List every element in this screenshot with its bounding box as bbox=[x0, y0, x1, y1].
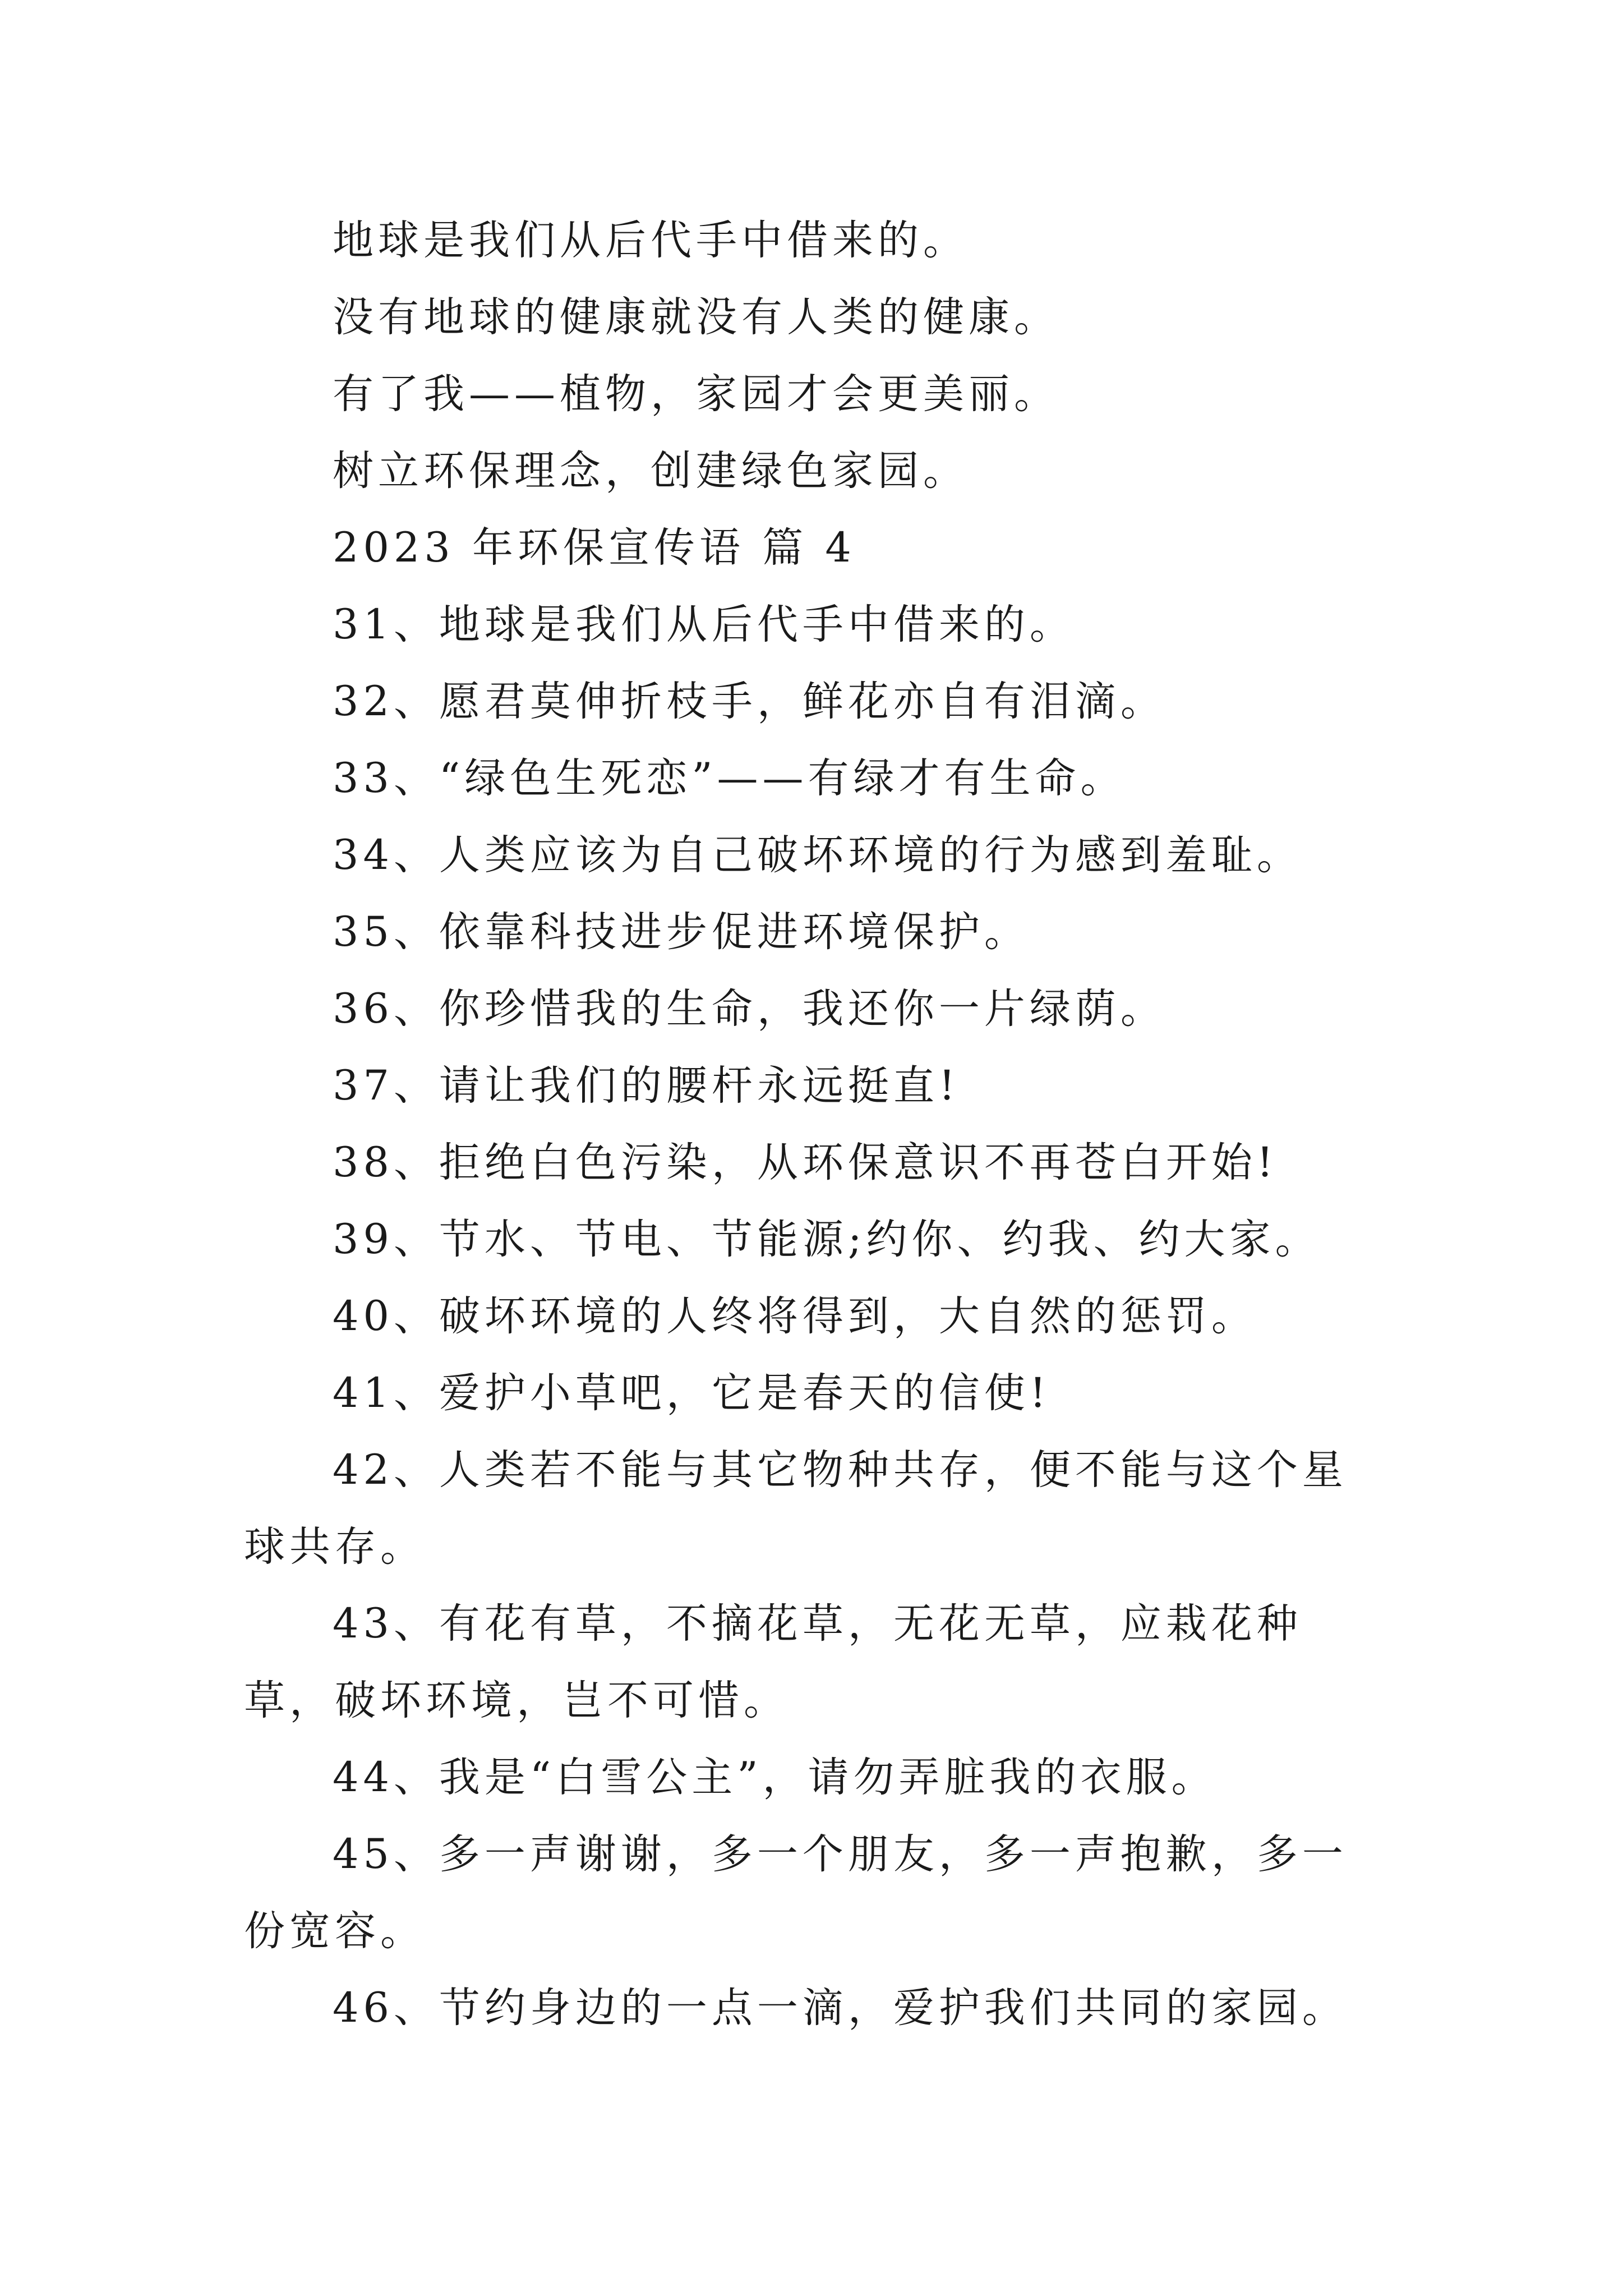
paragraph: 地球是我们从后代手中借来的。 bbox=[333, 217, 969, 264]
slogan-item: 38、拒绝白色污染，从环保意识不再苍白开始! bbox=[333, 1139, 1278, 1186]
slogan-item: 43、有花有草，不摘花草，无花无草，应栽花种草，破坏环境，岂不可惜。 bbox=[244, 1600, 1302, 1724]
slogan-item: 42、人类若不能与其它物种共存，便不能与这个星球共存。 bbox=[244, 1446, 1348, 1571]
paragraph: 有了我——植物，家园才会更美丽。 bbox=[333, 370, 1059, 418]
slogan-item: 45、多一声谢谢，多一个朋友，多一声抱歉，多一份宽容。 bbox=[244, 1830, 1348, 1955]
slogan-item: 32、愿君莫伸折枝手，鲜花亦自有泪滴。 bbox=[333, 678, 1166, 725]
slogan-item: 37、请让我们的腰杆永远挺直! bbox=[333, 1062, 960, 1110]
slogan-item: 33、“绿色生死恋”——有绿才有生命。 bbox=[333, 754, 1126, 802]
slogan-item: 40、破坏环境的人终将得到，大自然的惩罚。 bbox=[333, 1292, 1257, 1340]
slogan-item: 41、爱护小草吧，它是春天的信使! bbox=[333, 1369, 1051, 1417]
document-body bbox=[244, 202, 1382, 2046]
slogan-item: 36、你珍惜我的生命，我还你一片绿荫。 bbox=[333, 985, 1166, 1033]
slogan-item: 46、节约身边的一点一滴，爱护我们共同的家园。 bbox=[333, 1984, 1348, 2032]
section-heading: 2023 年环保宣传语 篇 4 bbox=[333, 524, 856, 572]
paragraph: 树立环保理念，创建绿色家园。 bbox=[333, 447, 969, 495]
slogan-item: 31、地球是我们从后代手中借来的。 bbox=[333, 601, 1075, 648]
slogan-item: 39、节水、节电、节能源;约你、约我、约大家。 bbox=[333, 1216, 1321, 1263]
slogan-item: 44、我是“白雪公主”，请勿弄脏我的衣服。 bbox=[333, 1754, 1217, 1801]
paragraph: 没有地球的健康就没有人类的健康。 bbox=[333, 293, 1059, 341]
slogan-item: 34、人类应该为自己破坏环境的行为感到羞耻。 bbox=[333, 831, 1302, 879]
slogan-item: 35、依靠科技进步促进环境保护。 bbox=[333, 908, 1030, 956]
